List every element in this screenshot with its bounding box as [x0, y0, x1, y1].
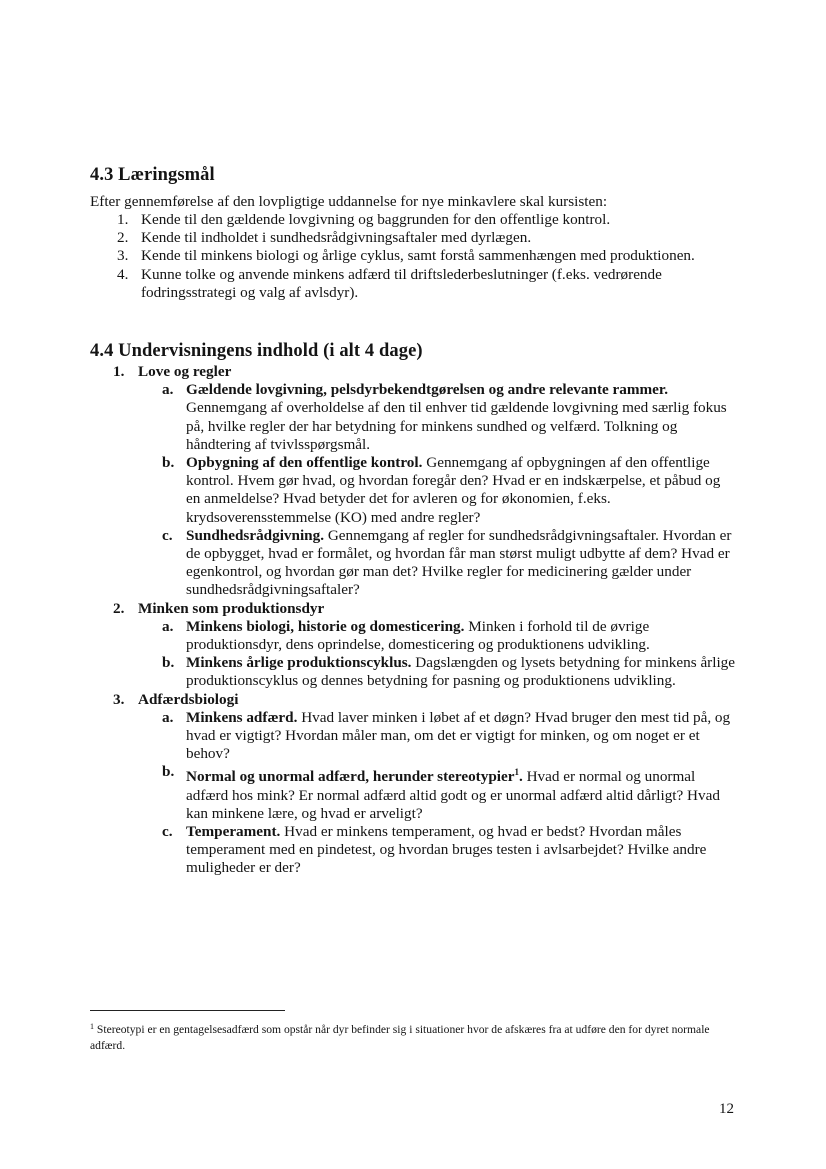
subtopic-title: Minkens årlige produktionscyklus. [186, 654, 412, 672]
item-number: 1. [117, 211, 129, 228]
subtopic-title-end: . [518, 768, 523, 786]
subtopic-letter: c. [162, 823, 173, 841]
subtopic-text: Gennemgang af regler for sundhedsrådgivningsaftaler. Hvordan er de opbygget, hvad er formålet, og hvordan får man størst muligt udbytte af dem? Hvad er egenkontrol, og hvordan gør man det? Hvilke regler for medicinering gælder under sundhedsrådgivningsaftaler? [186, 526, 732, 599]
learning-goals-intro: Efter gennemførelse af den lovpligtige uddannelse for nye minkavlere skal kursisten: [90, 193, 608, 210]
item-text: Kunne tolke og anvende minkens adfærd til driftslederbeslutninger (f.eks. vedrørende fodringsstrategi og valg af avlsdyr). [141, 265, 662, 301]
item-number: 2. [117, 229, 129, 247]
footnote [90, 1019, 722, 1053]
subtopic-letter: a. [162, 381, 174, 399]
page-number: 12 [719, 1101, 734, 1117]
subtopic-item [162, 823, 738, 878]
subtopic-letter: b. [162, 454, 175, 472]
topic-item [113, 599, 738, 691]
subtopic-list [138, 709, 738, 878]
topic-number: 3. [113, 690, 125, 708]
subtopic-title: Opbygning af den offentlige kontrol. [186, 454, 423, 472]
item-text: Kende til indholdet i sundhedsrådgivningsaftaler med dyrlægen. [141, 229, 532, 247]
topic-title: Adfærdsbiologi [138, 690, 239, 708]
item-text: Kende til minkens biologi og årlige cyklus, samt forstå sammenhængen med produktionen. [141, 247, 695, 265]
subtopic-letter: c. [162, 526, 173, 544]
learning-goal-item [117, 265, 741, 302]
subtopic-item [162, 763, 738, 823]
subtopic-list [138, 618, 738, 691]
item-number: 4. [117, 265, 129, 283]
subtopic-text: Dagslængden og lysets betydning for minkens årlige produktionscyklus og dennes betydning for pasning og produktionens udvikling. [186, 654, 736, 690]
footnote-divider [90, 1010, 285, 1011]
subtopic-text: Hvad laver minken i løbet af et døgn? Hvad bruger den mest tid på, og hvad er vigtigt? Hvordan måler man, om det er vigtigt for minken, og om noget er et behov? [186, 708, 731, 763]
footnote-reference: 1 [514, 767, 519, 778]
subtopic-list [138, 381, 738, 599]
learning-goal-item [117, 211, 741, 229]
subtopic-item [162, 454, 738, 527]
footnote-marker: 1 [90, 1022, 94, 1031]
topic-title: Minken som produktionsdyr [138, 599, 325, 617]
subtopic-text: Gennemgang af opbygningen af den offentlige kontrol. Hvem gør hvad, og hvordan foregår den? Hvad er en indskærpelse, et påbud og en anmeldelse? Hvad betyder det for avleren og for økonomien, f.eks. krydsoverensstemmelse (KO) med andre regler? [186, 454, 721, 526]
subtopic-item [162, 708, 738, 764]
subtopic-title: Gældende lovgivning, pelsdyrbekendtgørelsen og andre relevante rammer. [186, 381, 669, 399]
subtopic-title: Temperament. [186, 823, 281, 841]
item-number: 3. [117, 247, 129, 265]
subtopic-item [162, 654, 738, 690]
subtopic-letter: a. [162, 708, 174, 726]
subtopic-item [162, 617, 738, 654]
course-content-list [113, 363, 738, 878]
section-heading-course-content: 4.4 Undervisningens indhold (i alt 4 dage) [90, 341, 423, 361]
subtopic-item [162, 526, 738, 600]
learning-goal-item [117, 229, 741, 247]
topic-number: 1. [113, 363, 125, 380]
subtopic-title: Normal og unormal adfærd, herunder stereotypier [186, 768, 515, 786]
section-heading-learning-goals: 4.3 Læringsmål [90, 165, 215, 185]
topic-title: Love og regler [138, 363, 232, 380]
subtopic-letter: b. [162, 654, 175, 672]
footnote-text: Stereotypi er en gentagelsesadfærd som opstår når dyr befinder sig i situationer hvor de afskæres fra at udføre den for dyret normale adfærd. [90, 1023, 710, 1052]
learning-goal-item [117, 247, 741, 265]
topic-item [113, 363, 738, 600]
subtopic-title: Minkens biologi, historie og domesticering. [186, 617, 465, 635]
subtopic-text: Gennemgang af overholdelse af den til enhver tid gældende lovgivning med særlig fokus på, hvilke regler der har betydning for minkens sundhed og velfærd. Tolkning og håndtering af tvivlsspørgsmål. [186, 399, 727, 453]
subtopic-letter: b. [162, 763, 175, 781]
subtopic-text: Minken i forhold til de øvrige produktionsdyr, dens oprindelse, domesticering og produktionens udvikling. [186, 617, 650, 654]
subtopic-item [162, 381, 738, 454]
topic-number: 2. [113, 599, 125, 617]
subtopic-text: Hvad er normal og unormal adfærd hos mink? Er normal adfærd altid godt og er unormal adfærd altid dårligt? Hvad kan minkene lære, og hvad er arveligt? [186, 768, 720, 822]
topic-item [113, 690, 738, 878]
item-text: Kende til den gældende lovgivning og baggrunden for den offentlige kontrol. [141, 211, 611, 228]
subtopic-letter: a. [162, 617, 174, 635]
learning-goals-list [117, 211, 741, 302]
subtopic-title: Minkens adfærd. [186, 708, 298, 726]
subtopic-text: Hvad er minkens temperament, og hvad er bedst? Hvordan måles temperament med en pindetest, og hvordan bruges testen i avlsarbejdet? Hvilke andre muligheder er der? [186, 823, 707, 877]
subtopic-title: Sundhedsrådgivning. [186, 526, 325, 544]
